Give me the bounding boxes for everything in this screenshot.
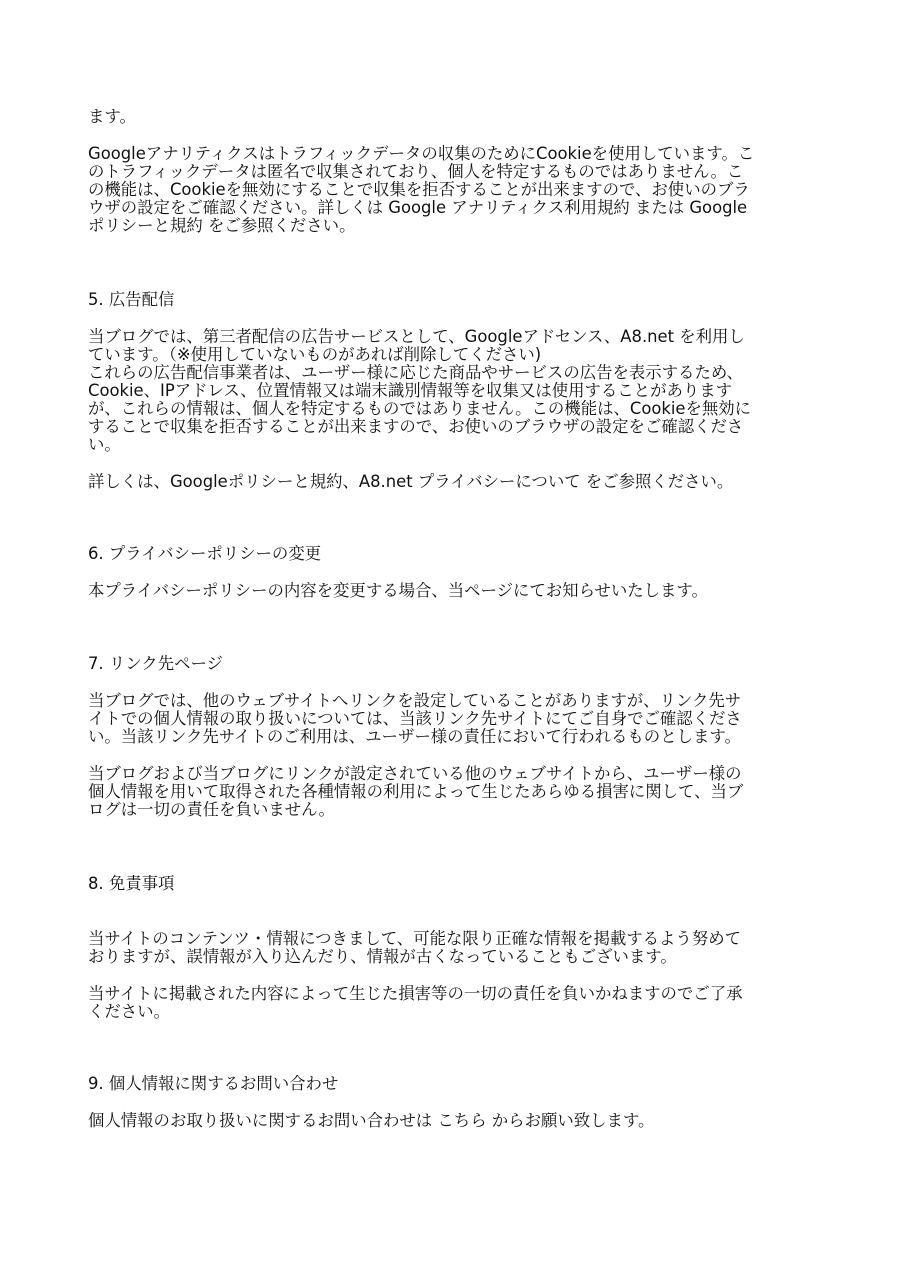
section-heading: 7. リンク先ページ	[88, 654, 223, 673]
paragraph-line: い。	[88, 435, 121, 454]
paragraph-line: 当ブログおよび当ブログにリンクが設定されている他のウェブサイトから、ユーザー様の	[88, 764, 742, 783]
paragraph-line: 当ブログでは、第三者配信の広告サービスとして、Googleアドセンス、A8.net を利用し	[88, 327, 745, 346]
intro-tail-text: ます。	[88, 107, 136, 126]
paragraph-line: のトラフィックデータは匿名で収集されており、個人を特定するものではありません。こ	[88, 162, 744, 181]
paragraph-line: 当ブログでは、他のウェブサイトへリンクを設定していることがありますが、リンク先サ	[88, 691, 742, 710]
paragraph-line: おりますが、誤情報が入り込んだり、情報が古くなっていることもございます。	[88, 947, 677, 966]
paragraph-line: 詳しくは、Googleポリシーと規約、A8.net プライバシーについて をご参照ください。	[88, 472, 734, 491]
paragraph-line: ください。	[88, 1002, 170, 1021]
paragraph-line: ログは一切の責任を負いません。	[88, 800, 335, 819]
paragraph-line: ポリシーと規約 をご参照ください。	[88, 216, 356, 235]
paragraph-line: Cookie、IPアドレス、位置情報又は端末識別情報等を収集又は使用することがあります	[88, 381, 733, 400]
paragraph-line: い。当該リンク先サイトのご利用は、ユーザー様の責任において行われるものとします。	[88, 727, 741, 746]
section-heading: 6. プライバシーポリシーの変更	[88, 544, 322, 563]
paragraph-line: の機能は、Cookieを無効にすることで収集を拒否することが出来ますので、お使いのブラ	[88, 180, 750, 199]
section-heading: 8. 免責事項	[88, 874, 175, 893]
paragraph-line: 個人情報のお取り扱いに関するお問い合わせは こちら からお願い致します。	[88, 1111, 655, 1130]
paragraph-line: 個人情報を用いて取得された各種情報の利用によって生じたあらゆる損害に関して、当ブ	[88, 782, 744, 801]
paragraph-line: ています。（※使用していないものがあれば削除してください)	[88, 345, 542, 364]
paragraph-line: することで収集を拒否することが出来ますので、お使いのブラウザの設定をご確認くださ	[88, 417, 744, 436]
paragraph-line: イトでの個人情報の取り扱いについては、当該リンク先サイトにてご自身でご確認くださ	[88, 709, 742, 728]
paragraph-line: ウザの設定をご確認ください。詳しくは Google アナリティクス利用規約 または Google	[88, 198, 748, 217]
section-heading: 5. 広告配信	[88, 290, 175, 309]
section-heading: 9. 個人情報に関するお問い合わせ	[88, 1074, 339, 1093]
paragraph-line: Googleアナリティクスはトラフィックデータの収集のためにCookieを使用しています。こ	[88, 144, 755, 163]
paragraph-line: これらの広告配信事業者は、ユーザー様に応じた商品やサービスの広告を表示するため、	[88, 363, 743, 382]
paragraph-line: 本プライバシーポリシーの内容を変更する場合、当ページにてお知らせいたします。	[88, 581, 708, 600]
paragraph-line: 当サイトに掲載された内容によって生じた損害等の一切の責任を負いかねますのでご了承	[88, 984, 743, 1003]
paragraph-line: 当サイトのコンテンツ・情報につきまして、可能な限り正確な情報を掲載するよう努めて	[88, 929, 741, 948]
paragraph-line: が、これらの情報は、個人を特定するものではありません。この機能は、Cookieを無効に	[88, 399, 752, 418]
